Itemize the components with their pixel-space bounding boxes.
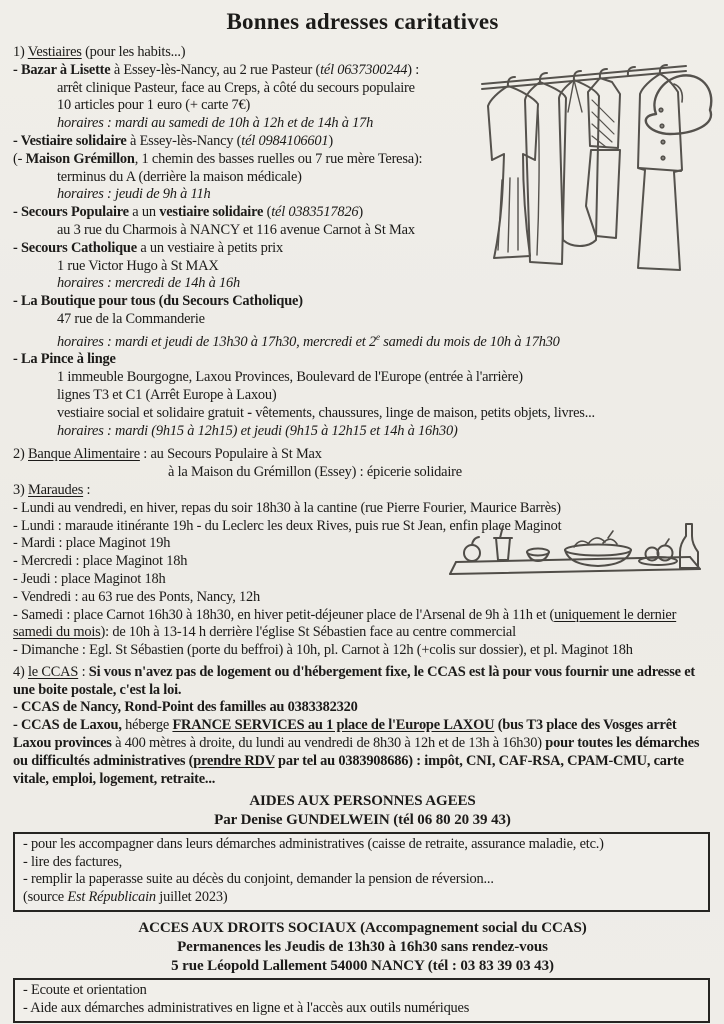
text-segment: - Vestiaire solidaire	[13, 132, 127, 149]
section-heading	[13, 792, 712, 811]
text-line	[23, 1000, 700, 1017]
text-segment: (pour les habits...)	[81, 44, 186, 60]
text-segment: Maraudes	[28, 481, 84, 498]
text-segment: Maison Grémillon	[25, 150, 135, 167]
text-segment: - CCAS de Nancy, Rond-Point des familles au 0383382320	[13, 699, 358, 716]
text-segment: le CCAS	[28, 663, 79, 680]
section-heading	[13, 919, 712, 938]
text-segment: horaires : mercredi de 14h à 16h	[57, 275, 241, 292]
text-segment: - Vendredi : au 63 rue des Ponts, Nancy, 12h	[13, 588, 260, 605]
text-segment: )	[328, 132, 334, 149]
info-box	[13, 978, 710, 1023]
text-segment: horaires : jeudi de 9h à 11h	[57, 186, 211, 203]
text-segment: Permanences les Jeudis de 13h30 à 16h30 sans rendez-vous	[177, 939, 548, 956]
text-segment: 2)	[13, 446, 28, 463]
text-segment: -	[247, 404, 252, 421]
text-line	[13, 464, 712, 482]
text-segment: tél 0637300244	[320, 61, 408, 78]
document-title: Bonnes adresses caritatives	[226, 9, 499, 34]
text-segment: 3)	[13, 481, 28, 498]
text-segment: e	[376, 331, 380, 342]
section-heading	[13, 938, 712, 957]
text-segment: - La Boutique pour tous (du Secours Catholique)	[13, 293, 303, 310]
text-segment: vestiaire social et solidaire gratuit	[57, 404, 248, 421]
text-segment: vestiaire solidaire	[159, 204, 264, 221]
food-table-illustration	[446, 516, 720, 582]
text-line	[13, 607, 712, 643]
text-segment: Banque Alimentaire	[28, 446, 140, 463]
text-segment: - Secours Populaire	[13, 204, 129, 221]
text-segment: lignes T3 et C1 (Arrêt Europe à Laxou)	[57, 386, 277, 403]
text-segment: ACCES AUX DROITS SOCIAUX (Accompagnement social du CCAS)	[138, 920, 587, 937]
text-segment: uniquement le dernier samedi du mois	[13, 606, 677, 641]
text-segment: Est Républicain	[67, 888, 156, 905]
text-segment: FRANCE SERVICES au 1 place de l'Europe LAXOU	[172, 717, 495, 734]
text-segment: - La Pince à linge	[13, 351, 116, 368]
text-line	[13, 699, 712, 717]
text-segment: pour toutes les démarches ou difficultés administratives (	[13, 735, 700, 769]
text-segment: au 3 rue du Charmois à NANCY et 116 avenue Carnot à St Max	[57, 221, 415, 238]
text-line	[13, 351, 712, 369]
text-segment: - CCAS de Laxou,	[13, 717, 122, 734]
clothes-rack-illustration	[478, 50, 718, 285]
section-heading	[13, 811, 712, 830]
text-segment: )	[358, 204, 363, 221]
text-segment: - Lundi au vendredi, en hiver, repas du soir 18h30 à la cantine (rue Pierre Fourier, Maurice Barrès)	[13, 499, 561, 516]
text-line	[13, 589, 712, 607]
text-segment: à Essey-lès-Nancy, au 2 rue Pasteur (	[110, 61, 321, 78]
text-segment: Si vous n'avez pas de logement ou d'hébergement fixe, le CCAS est là pour vous fournir une adresse et une boite postale, c'est la loi.	[13, 663, 695, 698]
text-segment: - Dimanche : Egl. St Sébastien (porte du beffroi) à 10h, pl. Carnot à 12h (+colis sur dossier), et pl. Maginot 18h	[13, 642, 633, 659]
text-segment: 4)	[13, 663, 28, 680]
text-line	[13, 664, 712, 700]
text-segment: 1 rue Victor Hugo à St MAX	[57, 257, 219, 274]
text-segment: prendre RDV	[193, 752, 275, 769]
text-segment: samedi du mois de 10h à 17h30	[379, 333, 560, 350]
text-line	[13, 369, 712, 387]
text-segment: - lire des factures,	[23, 853, 123, 870]
text-segment: (source	[23, 888, 68, 905]
text-segment: tél 0383517826	[271, 204, 359, 221]
text-line	[13, 293, 712, 311]
text-segment: - Secours Catholique	[13, 239, 137, 256]
text-segment: 47 rue de la Commanderie	[57, 310, 205, 327]
text-line	[13, 329, 712, 352]
text-segment: 1)	[13, 44, 28, 60]
text-segment: horaires : mardi au samedi de 10h à 12h et de 14h à 17h	[57, 115, 374, 132]
text-segment: - Ecoute et orientation	[23, 982, 147, 999]
text-segment: 5 rue Léopold Lallement 54000 NANCY (tél : 03 83 39 03 43)	[171, 958, 554, 975]
text-segment: (-	[13, 150, 26, 167]
text-line	[23, 854, 700, 871]
text-segment: - remplir la paperasse suite au décès du conjoint, demander la pension de réversion...	[23, 871, 494, 888]
text-segment: à 400 mètres à droite, du lundi au vendredi de 8h30 à 12h et de 13h à 16h30)	[111, 735, 542, 752]
text-segment: ): de 10h à 13-14 h derrière l'église St Sébastien face au centre commercial	[100, 624, 516, 641]
text-segment: horaires : mardi (9h15 à 12h15) et jeudi (9h15 à 12h15 et 14h à 16h30)	[57, 422, 458, 439]
text-segment: à la Maison du Grémillon (Essey) : épicerie solidaire	[168, 464, 462, 481]
info-box	[13, 832, 710, 912]
text-segment: :	[83, 481, 91, 498]
text-line	[13, 500, 712, 518]
text-segment: - Mardi : place Maginot 19h	[13, 535, 171, 552]
text-segment: : au Secours Populaire à St Max	[139, 446, 322, 463]
text-segment: juillet 2023)	[155, 888, 228, 905]
text-segment: - Samedi : place Carnot 16h30 à 18h30, en hiver petit-déjeuner place de l'Arsenal de 9h à 11h et (	[13, 606, 555, 623]
text-segment: a un vestiaire à petits prix	[136, 239, 283, 256]
text-line	[13, 311, 712, 329]
text-segment: terminus du A (derrière la maison médicale)	[57, 168, 302, 185]
text-segment: à Essey-lès-Nancy (	[126, 132, 242, 149]
text-line	[13, 387, 712, 405]
text-segment: - Jeudi : place Maginot 18h	[13, 570, 166, 587]
text-segment: vêtements, chaussures, linge de maison, petits objets, livres...	[251, 404, 595, 421]
text-segment: Vestiaires	[27, 44, 82, 60]
text-line	[23, 889, 700, 906]
text-segment: - Lundi : maraude itinérante 19h - du Leclerc les deux Rives, puis rue St Jean, enfin place Maginot	[13, 517, 562, 534]
text-segment: ) :	[407, 61, 420, 78]
text-segment: arrêt clinique Pasteur, face au Creps, à côté du secours populaire	[57, 79, 415, 96]
text-segment: AIDES AUX PERSONNES AGEES	[249, 793, 476, 810]
text-segment: par tel au 0383908686) : impôt, CNI, CAF-RSA, CPAM-CMU, carte vitale, emploi, logement, retraite...	[13, 752, 684, 787]
text-line	[13, 642, 712, 660]
text-segment: a un	[128, 204, 160, 221]
text-segment: - Mercredi : place Maginot 18h	[13, 553, 188, 570]
text-segment: (	[263, 204, 272, 221]
text-line	[23, 836, 700, 853]
text-segment: , 1 chemin des basses ruelles ou 7 rue mère Teresa):	[134, 150, 423, 167]
text-line	[13, 405, 712, 423]
text-segment: 10 articles pour 1 euro (+ carte 7€)	[57, 97, 251, 114]
text-segment: - pour les accompagner dans leurs démarches administratives (caisse de retraite, assurance maladie, etc.)	[23, 836, 604, 853]
section-heading	[13, 957, 712, 976]
text-line	[13, 717, 712, 788]
text-segment: :	[78, 663, 89, 680]
text-segment: Par Denise GUNDELWEIN (tél 06 80 20 39 43)	[214, 812, 511, 829]
text-line	[13, 423, 712, 441]
text-line	[13, 446, 712, 464]
text-line	[13, 482, 712, 500]
text-segment: horaires : mardi et jeudi de 13h30 à 17h30, mercredi et 2	[57, 333, 377, 350]
text-segment: tél 0984106601	[241, 132, 329, 149]
text-segment: 1 immeuble Bourgogne, Laxou Provinces, Boulevard de l'Europe (entrée à l'arrière)	[57, 369, 523, 386]
text-line	[23, 982, 700, 999]
text-segment: - Aide aux démarches administratives en ligne et à l'accès aux outils numériques	[23, 999, 470, 1016]
text-segment: (bus T3 place des Vosges arrêt Laxou provinces	[13, 717, 677, 752]
text-line	[23, 871, 700, 888]
text-segment: - Bazar à Lisette	[13, 61, 111, 78]
text-segment: héberge	[121, 717, 173, 734]
